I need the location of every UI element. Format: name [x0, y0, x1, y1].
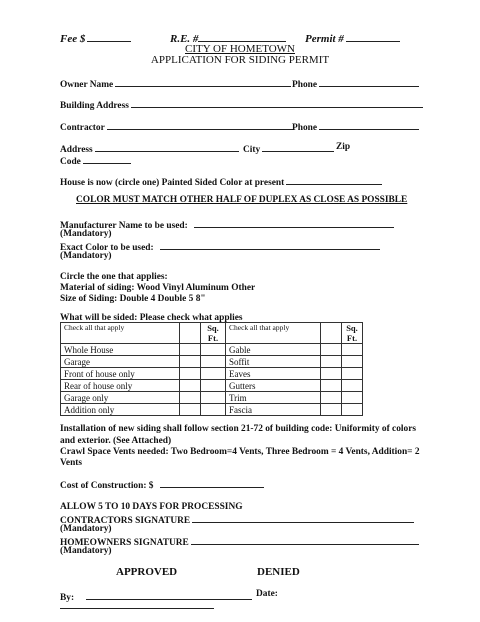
vents-note: Vents [60, 458, 83, 468]
row-label: Trim [226, 392, 321, 404]
duplex-notice: COLOR MUST MATCH OTHER HALF OF DUPLEX AS CLOSE AS POSSIBLE [76, 195, 408, 205]
address-field[interactable]: Address [60, 142, 239, 155]
city-title: CITY OF HOMETOWN [185, 43, 295, 55]
fee-label: Fee $ [60, 32, 131, 45]
cost-field[interactable]: Cost of Construction: $ [60, 478, 264, 491]
house-status[interactable]: House is now (circle one) Painted Sided Color at present [60, 175, 382, 188]
mandatory-note: (Mandatory) [60, 546, 112, 556]
mandatory-note: (Mandatory) [60, 524, 112, 534]
row-label: Soffit [226, 356, 321, 368]
code-field[interactable]: Code [60, 154, 131, 167]
phone-field[interactable]: Phone [292, 77, 419, 90]
col-header-check: Check all that apply [61, 323, 180, 344]
contractor-signature-field[interactable]: CONTRACTORS SIGNATURE [60, 513, 414, 526]
table-row[interactable] [61, 392, 363, 404]
circle-heading: Circle the one that applies: [60, 272, 168, 282]
row-label: Rear of house only [61, 380, 180, 392]
install-note: and exterior. (See Attached) [60, 436, 172, 446]
form-title: APPLICATION FOR SIDING PERMIT [150, 54, 330, 66]
material-options[interactable]: Material of siding: Wood Vinyl Aluminum Other [60, 283, 256, 293]
manufacturer-field[interactable]: Manufacturer Name to be used: [60, 218, 394, 231]
re-label: R.E. # [170, 32, 286, 45]
owner-field[interactable]: Owner Name [60, 77, 291, 90]
row-label: Fascia [226, 404, 321, 416]
table-caption: What will be sided: Please check what applies [60, 313, 243, 323]
approved-label[interactable]: APPROVED [116, 566, 178, 578]
row-label: Whole House [61, 344, 180, 356]
row-label: Garage only [61, 392, 180, 404]
zip-label: Zip [336, 142, 351, 152]
row-label: Gable [226, 344, 321, 356]
siding-checklist-table [60, 322, 363, 416]
row-label: Front of house only [61, 368, 180, 380]
permit-label: Permit # [305, 32, 400, 45]
by-field[interactable]: By: [60, 590, 252, 603]
denied-label[interactable]: DENIED [257, 566, 300, 578]
row-label: Addition only [61, 404, 180, 416]
city-field[interactable]: City [243, 142, 334, 155]
col-header-check: Check all that apply [226, 323, 321, 344]
homeowner-signature-field[interactable]: HOMEOWNERS SIGNATURE [60, 535, 419, 548]
mandatory-note: (Mandatory) [60, 251, 112, 261]
install-note: Installation of new siding shall follow section 21-72 of building code: Uniformity of colors [60, 424, 417, 434]
col-header-sqft: Sq. Ft. [201, 323, 226, 344]
col-header-sqft: Sq. Ft. [342, 323, 363, 344]
table-row[interactable] [61, 368, 363, 380]
processing-note: ALLOW 5 TO 10 DAYS FOR PROCESSING [60, 502, 243, 512]
contractor-phone-field[interactable]: Phone [292, 120, 419, 133]
table-row[interactable] [61, 344, 363, 356]
row-label: Eaves [226, 368, 321, 380]
vents-note: Crawl Space Vents needed: Two Bedroom=4 Vents, Three Bedroom = 4 Vents, Addition= 2 [60, 447, 420, 457]
contractor-field[interactable]: Contractor [60, 120, 293, 133]
building-address-field[interactable]: Building Address [60, 98, 423, 111]
size-options[interactable]: Size of Siding: Double 4 Double 5 8" [60, 294, 206, 304]
row-label: Gutters [226, 380, 321, 392]
mandatory-note: (Mandatory) [60, 229, 112, 239]
date-label: Date: [256, 589, 278, 599]
row-label: Garage [61, 356, 180, 368]
table-row[interactable] [61, 380, 363, 392]
extra-line [60, 608, 214, 609]
table-row[interactable] [61, 404, 363, 416]
table-row[interactable] [61, 356, 363, 368]
exact-color-field[interactable]: Exact Color to be used: [60, 240, 380, 253]
